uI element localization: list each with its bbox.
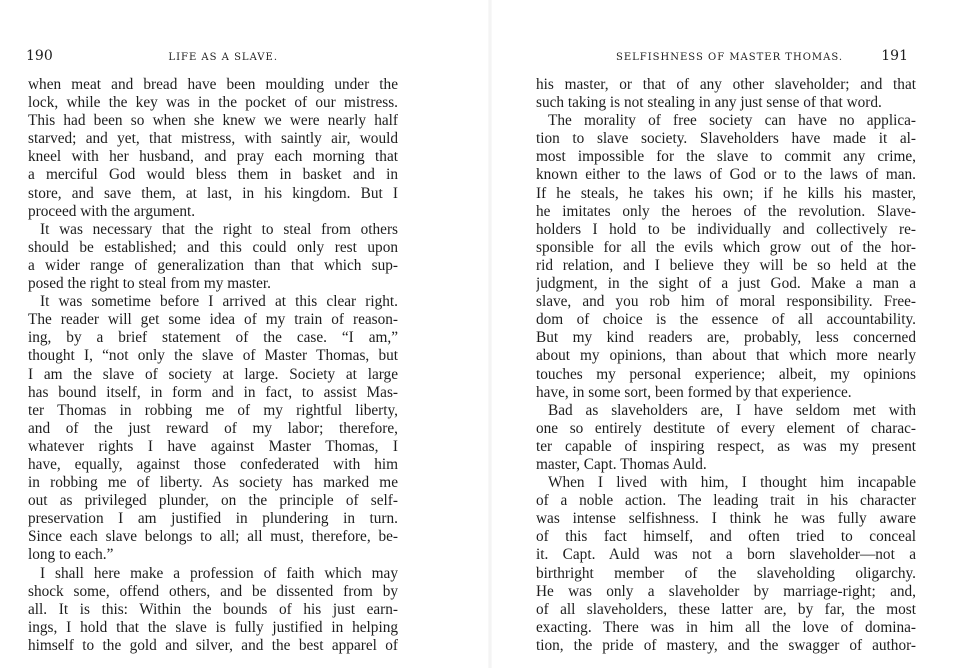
text-line: It was necessary that the right to steal from others [40,220,398,238]
text-line: This had been so when she knew we were nearly half [28,112,398,130]
text-line: and of the just reward of my labor; therefore, [28,419,398,437]
text-line: a merciful God would bless them in basket and in [28,166,398,184]
right-running-head [616,48,908,68]
text-line: The morality of free society can have no applica- [548,112,916,130]
text-line: The reader will get some idea of my train of reason- [28,311,398,329]
text-line: long to each.” [28,546,114,564]
text-line: lock, while the key was in the pocket of our mistress. [28,94,398,112]
left-running-head [26,48,398,68]
text-line: have, in some sort, been formed by that experience. [536,383,852,401]
text-line: thought I, “not only the slave of Master Thomas, but [28,347,398,365]
text-line: kneel with her husband, and pray each morning that [28,148,398,166]
text-line: If he steals, he takes his own; if he kills his master, [536,184,916,202]
text-line: He was only a slaveholder by marriage-right; and, [536,582,916,600]
text-line: holders I hold to be individually and collectively re- [536,220,916,238]
right-page [490,0,980,668]
right-running-head-title: SELFISHNESS OF MASTER THOMAS. [616,52,844,63]
text-line: tion to slave society. Slaveholders have made it al- [536,130,916,148]
text-line: shock some, offend others, and be dissented from by [28,582,398,600]
text-line: rid relation, and I believe they will be so held at the [536,256,916,274]
text-line: known either to the laws of God or to the laws of man. [536,166,916,184]
left-running-head-title: LIFE AS A SLAVE. [168,52,278,63]
text-line: tion, the pride of mastery, and the swagger of author- [536,636,916,654]
text-line: store, and save them, at last, in his kingdom. But I [28,184,398,202]
text-line: has bound itself, in form and in fact, to assist Mas- [28,383,398,401]
right-body-text [536,76,916,655]
text-line: posed the right to steal from my master. [28,275,272,293]
text-line: dom of choice is the essence of all accountability. [536,311,916,329]
text-line: Bad as slaveholders are, I have seldom met with [548,401,916,419]
text-line: birthright member of the slaveholding oligarchy. [536,564,916,582]
text-line: should be established; and this could only rest upon [28,238,398,256]
text-line: starved; and yet, that mistress, with saintly air, would [28,130,398,148]
text-line: about my opinions, than about that which more nearly [536,347,916,365]
text-line: all. It is this: Within the bounds of his just earn- [28,600,398,618]
text-line: preservation I am justified in plundering in turn. [28,510,398,528]
right-page-number: 191 [881,48,908,64]
text-line: whatever rights I have against Master Thomas, I [28,437,398,455]
text-line: It was sometime before I arrived at this clear right. [40,293,398,311]
text-line: ter Thomas in robbing me of my rightful liberty, [28,401,398,419]
text-line: exacting. There was in him all the love of domina- [536,618,916,636]
text-line: it. Capt. Auld was not a born slaveholder—not a [536,546,916,564]
text-line: one so entirely destitute of every element of charac- [536,419,916,437]
text-line: when meat and bread have been moulding under the [28,76,398,93]
text-line: proceed with the argument. [28,202,196,220]
text-line: master, Capt. Thomas Auld. [536,455,707,473]
text-line: have, equally, against those confederated with him [28,455,398,473]
text-line: of all slaveholders, these latter are, by far, the most [536,600,916,618]
text-line: judgment, in the sight of a just God. Make a man a [536,275,916,293]
text-line: his master, or that of any other slaveholder; and that [536,76,916,93]
text-line: of this fact himself, and often tried to conceal [536,528,916,546]
text-line: of a noble action. The leading trait in his character [536,492,916,510]
text-line: himself to the gold and silver, and the best apparel of [28,636,398,654]
left-page-number: 190 [26,48,53,64]
text-line: touches my personal experience; albeit, my opinions [536,365,916,383]
text-line: ing, by a brief statement of the case. “I am,” [28,329,398,347]
text-line: he imitates only the heroes of the revolution. Slave- [536,202,916,220]
text-line: sponsible for all the evils which grow out of the hor- [536,238,916,256]
text-line: Since each slave belongs to all; all must, therefore, be- [28,528,398,546]
text-line: slave, and you rob him of moral responsibility. Free- [536,293,916,311]
text-line: was intense selfishness. I think he was fully aware [536,510,916,528]
text-line: I am the slave of society at large. Society at large [28,365,398,383]
text-line: in robbing me of liberty. As society has marked me [28,474,398,492]
text-line: When I lived with him, I thought him incapable [548,474,916,492]
text-line: such taking is not stealing in any just sense of that word. [536,94,882,112]
text-line: ings, I hold that the slave is fully justified in helping [28,618,398,636]
text-line: But my kind readers are, probably, less concerned [536,329,916,347]
text-line: I shall here make a profession of faith which may [40,564,398,582]
left-body-text [28,76,398,655]
text-line: ter capable of inspiring respect, as was my present [536,437,916,455]
text-line: out as privileged plunder, on the principle of self- [28,492,398,510]
text-line: a wider range of generalization than that which sup- [28,256,398,274]
text-line: most impossible for the slave to commit any crime, [536,148,916,166]
